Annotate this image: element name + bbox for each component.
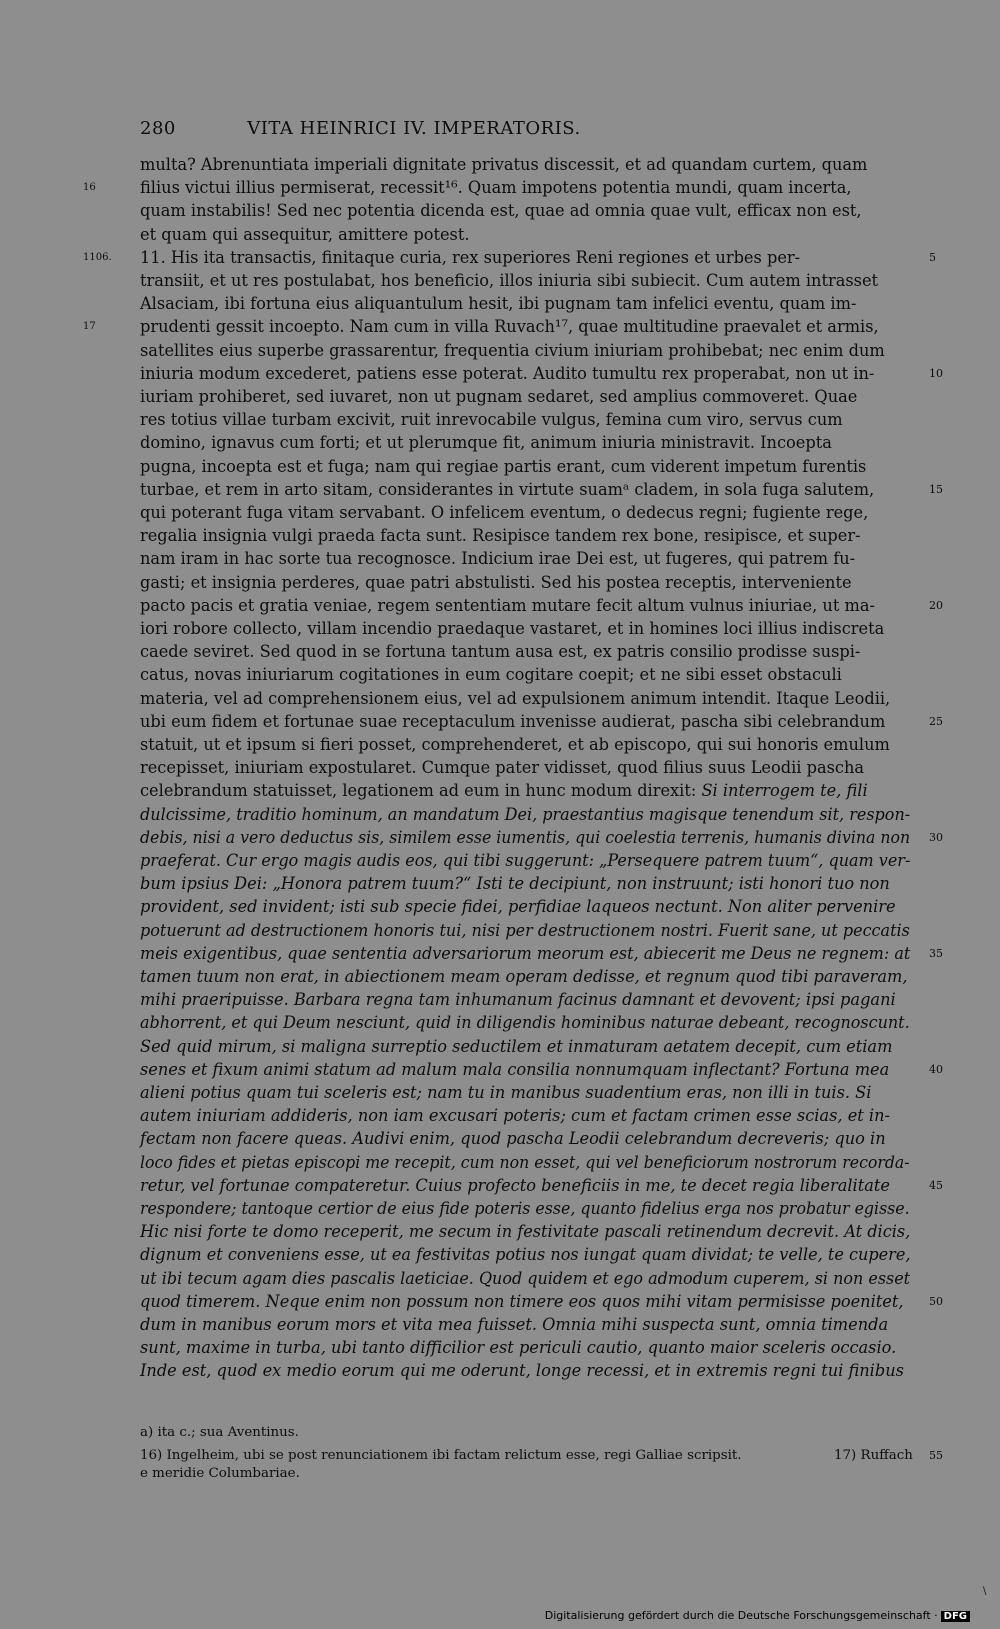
line-text: pugna, incoepta est et fuga; nam qui regiae partis erant, cum viderent impetum furentis: [140, 457, 867, 476]
footnote-margin-number: 55: [929, 1449, 943, 1462]
text-line: [140, 223, 910, 246]
text-line: [140, 1151, 910, 1174]
line-number: 10: [929, 367, 943, 380]
text-line: [140, 594, 910, 617]
text-line: [140, 1104, 910, 1127]
text-line: [140, 1220, 911, 1243]
text-line: [140, 153, 910, 176]
text-line: [140, 1058, 910, 1081]
line-text: caede seviret. Sed quod in se fortuna tantum ausa est, ex patris consilio prodisse suspi-: [140, 642, 861, 661]
line-text-italic: ut ibi tecum agam dies pascalis laeticiae. Quod quidem et ego admodum cuperem, si non esset: [140, 1269, 911, 1288]
line-text-italic: loco fides et pietas episcopi me recepit, cum non esset, qui vel beneficiorum nostrorum recorda-: [140, 1153, 910, 1172]
line-number: 40: [929, 1063, 943, 1076]
line-text-italic: praeferat. Cur ergo magis audis eos, qui tibi suggerunt: „Persequere patrem tuum“, quam ver-: [140, 851, 911, 870]
line-text: nam iram in hac sorte tua recognosce. Indicium irae Dei est, ut fugeres, qui patrem fu-: [140, 549, 856, 568]
text-line: [140, 687, 910, 710]
text-line: [140, 571, 910, 594]
line-text: regalia insignia vulgi praeda facta sunt. Resipisce tandem rex bone, resipisce, et super-: [140, 526, 861, 545]
text-line: [140, 1313, 910, 1336]
text-line: [140, 547, 910, 570]
text-line: [140, 733, 910, 756]
line-text-italic: tamen tuum non erat, in abiectionem meam operam dedisse, et regnum quod tibi paraveram,: [140, 967, 908, 986]
line-text: prudenti gessit incoepto. Nam cum in villa Ruvach¹⁷, quae multitudine praevalet et armis,: [140, 317, 879, 336]
line-text: iori robore collecto, villam incendio praedaque vastaret, et in homines loci illius indiscreta: [140, 619, 885, 638]
text-line: [140, 1127, 910, 1150]
line-number: 50: [929, 1295, 943, 1308]
line-number: 25: [929, 715, 943, 728]
text-line: [140, 176, 910, 199]
text-line: [140, 640, 910, 663]
text-line: [140, 849, 911, 872]
line-text-italic: bum ipsius Dei: „Honora patrem tuum?“ Isti te decipiunt, non instruunt; isti honori tuo non: [140, 874, 890, 893]
text-line: [140, 965, 910, 988]
line-text-italic: debis, nisi a vero deductus sis, similem esse iumentis, qui coelestia terrenis, humanis divina non: [140, 828, 911, 847]
text-line: [140, 501, 910, 524]
left-margin-note: 1106.: [83, 252, 112, 263]
line-text-italic: autem iniuriam addideris, non iam excusari poteris; cum et factam crimen esse scias, et in-: [140, 1106, 891, 1125]
line-text-italic: potuerunt ad destructionem honoris tui, nisi per destructionem nostri. Fuerit sane, ut peccatis: [140, 921, 910, 940]
line-number: 30: [929, 831, 943, 844]
line-text: ubi eum fidem et fortunae suae receptaculum invenisse audierat, pascha sibi celebrandum: [140, 712, 886, 731]
left-margin-note: 16: [83, 182, 96, 193]
line-text-italic: mihi praeripuisse. Barbara regna tam inhumanum facinus damnant et devovent; ipsi pagani: [140, 990, 896, 1009]
footnote-16: [140, 1447, 950, 1465]
text-line: [140, 803, 911, 826]
text-line: [140, 362, 910, 385]
line-text-italic: sunt, maxime in turba, ubi tanto difficilior est periculi cautio, quanto maior sceleris occasio.: [140, 1338, 897, 1357]
text-line: [140, 269, 910, 292]
line-text: recepisset, iniuriam expostularet. Cumque pater vidisset, quod filius suus Leodii pascha: [140, 758, 865, 777]
line-text-italic: quod timerem. Neque enim non possum non timere eos quos mihi vitam permisisse poenitet,: [140, 1292, 904, 1311]
line-text-italic: dulcissime, traditio hominum, an mandatum Dei, praestantius magisque tenendum sit, respon-: [140, 805, 911, 824]
text-line: [140, 1197, 910, 1220]
line-number: 45: [929, 1179, 943, 1192]
line-text-italic: retur, vel fortunae compateretur. Cuius profecto beneficiis in me, te decet regia liberalitate: [140, 1176, 890, 1195]
text-line: [140, 246, 910, 269]
line-text: transiit, et ut res postulabat, hos beneficio, illos iniuria sibi subiecit. Cum autem intrasset: [140, 271, 879, 290]
line-text: celebrandum statuisset, legationem ad eum in hunc modum direxit:: [140, 781, 702, 800]
text-line: [140, 663, 910, 686]
text-line: [140, 779, 910, 802]
line-text-italic: respondere; tantoque certior de eius fide poteris esse, quanto fidelius erga nos probatur egisse.: [140, 1199, 910, 1218]
line-number: 15: [929, 483, 943, 496]
text-line: [140, 1290, 910, 1313]
text-line: [140, 408, 910, 431]
text-line: [140, 1035, 910, 1058]
text-line: [140, 895, 910, 918]
text-line: [140, 524, 910, 547]
line-text: statuit, ut et ipsum si fieri posset, comprehenderet, et ab episcopo, qui sui honoris emulum: [140, 735, 890, 754]
text-line: [140, 1267, 911, 1290]
line-text-italic: Sed quid mirum, si maligna surreptio seductilem et inmaturam aetatem decepit, cum etiam: [140, 1037, 893, 1056]
line-number: 35: [929, 947, 943, 960]
text-line: [140, 1011, 910, 1034]
line-text: 11. His ita transactis, finitaque curia, rex superiores Reni regiones et urbes per-: [140, 248, 801, 267]
scan-mark: \: [983, 1586, 987, 1597]
line-text: quam instabilis! Sed nec potentia dicenda est, quae ad omnia quae vult, efficax non est,: [140, 201, 862, 220]
line-text-italic: alieni potius quam tui sceleris est; nam tu in manibus suadentium eras, non illi in tuis. Si: [140, 1083, 872, 1102]
text-line: [140, 1174, 910, 1197]
line-text: et quam qui assequitur, amittere potest.: [140, 225, 470, 244]
text-line: [140, 919, 910, 942]
text-line: [140, 872, 910, 895]
line-number: 20: [929, 599, 943, 612]
footnote-16-text: 16) Ingelheim, ubi se post renunciationem ibi factam relictum esse, regi Galliae scripsit.: [140, 1448, 742, 1463]
text-line: [140, 1081, 910, 1104]
text-line: [140, 1243, 911, 1266]
line-text: qui poterant fuga vitam servabant. O infelicem eventum, o dedecus regni; fugiente rege,: [140, 503, 869, 522]
text-line: [140, 710, 910, 733]
line-text: Alsaciam, ibi fortuna eius aliquantulum hesit, ibi pugnam tam infelici eventu, quam im-: [140, 294, 857, 313]
dfg-logo: DFG: [941, 1611, 970, 1622]
line-text-italic: Si interrogem te, fili: [701, 781, 868, 800]
text-line: [140, 315, 910, 338]
text-line: [140, 1359, 910, 1382]
line-text: pacto pacis et gratia veniae, regem sententiam mutare fecit altum vulnus iniuriae, ut ma-: [140, 596, 875, 615]
left-margin-note: 17: [83, 321, 96, 332]
text-line: [140, 756, 910, 779]
footnote-17-continuation: e meridie Columbariae.: [140, 1466, 300, 1481]
line-text: materia, vel ad comprehensionem eius, vel ad expulsionem animum intendit. Itaque Leodii,: [140, 689, 891, 708]
text-line: [140, 988, 910, 1011]
footnote-17-text: 17) Ruffach: [834, 1448, 913, 1463]
text-line: [140, 1336, 910, 1359]
line-text-italic: provident, sed invident; isti sub specie fidei, perfidiae laqueos nectunt. Non aliter pervenire: [140, 897, 896, 916]
line-text: catus, novas iniuriarum cogitationes in eum cogitare coepit; et ne sibi esset obstaculi: [140, 665, 842, 684]
line-text-italic: meis exigentibus, quae sententia adversariorum meorum est, abiecerit me Deus ne regnem: at: [140, 944, 911, 963]
line-text: satellites eius superbe grassarentur, frequentia civium iniuriam prohibebat; nec enim dum: [140, 341, 885, 360]
text-line: [140, 455, 910, 478]
line-text: res totius villae turbam excivit, ruit inrevocabile vulgus, femina cum viro, servus cum: [140, 410, 843, 429]
line-text-italic: dignum et conveniens esse, ut ea festivitas potius nos iungat quam dividat; te velle, te cupere,: [140, 1245, 911, 1264]
line-text-italic: abhorrent, et qui Deum nesciunt, quid in diligendis hominibus naturae debeant, recognoscunt.: [140, 1013, 910, 1032]
line-text-italic: Hic nisi forte te domo receperit, me secum in festivitate pascali retinendum decrevit. At dicis,: [140, 1222, 911, 1241]
text-line: [140, 385, 910, 408]
line-text: gasti; et insignia perderes, quae patri abstulisti. Sed his postea receptis, interveniente: [140, 573, 852, 592]
text-line: [140, 199, 910, 222]
text-line: [140, 478, 910, 501]
text-line: [140, 617, 910, 640]
line-text-italic: dum in manibus eorum mors et vita mea fuisset. Omnia mihi suspecta sunt, omnia timenda: [140, 1315, 889, 1334]
footnote-a: a) ita c.; sua Aventinus.: [140, 1425, 299, 1440]
text-line: [140, 431, 910, 454]
page-number: 280: [140, 118, 176, 139]
line-text: turbae, et rem in arto sitam, considerantes in virtute suamᵃ cladem, in sola fuga salutem,: [140, 480, 875, 499]
line-text: filius victui illius permiserat, recessit¹⁶. Quam impotens potentia mundi, quam incerta,: [140, 178, 852, 197]
text-line: [140, 339, 910, 362]
line-text: domino, ignavus cum forti; et ut plerumque fit, animum iniuria ministravit. Incoepta: [140, 433, 832, 452]
running-title: VITA HEINRICI IV. IMPERATORIS.: [247, 118, 581, 139]
credit-text: Digitalisierung gefördert durch die Deutsche Forschungsgemeinschaft ·: [544, 1609, 938, 1622]
line-text: multa? Abrenuntiata imperiali dignitate privatus discessit, et ad quandam curtem, quam: [140, 155, 868, 174]
digitization-credit: [545, 1609, 970, 1622]
text-line: [140, 292, 910, 315]
text-line: [140, 826, 911, 849]
line-text-italic: senes et fixum animi statum ad malum mala consilia nonnumquam inflectant? Fortuna mea: [140, 1060, 890, 1079]
line-text-italic: fectam non facere queas. Audivi enim, quod pascha Leodii celebrandum decreveris; quo in: [140, 1129, 886, 1148]
line-text: iuriam prohiberet, sed iuvaret, non ut pugnam sedaret, sed amplius commoveret. Quae: [140, 387, 858, 406]
line-text-italic: Inde est, quod ex medio eorum qui me oderunt, longe recessi, et in extremis regni tui finibus: [140, 1361, 904, 1380]
text-line: [140, 942, 911, 965]
line-text: iniuria modum excederet, patiens esse poterat. Audito tumultu rex properabat, non ut in-: [140, 364, 875, 383]
line-number: 5: [929, 251, 936, 264]
